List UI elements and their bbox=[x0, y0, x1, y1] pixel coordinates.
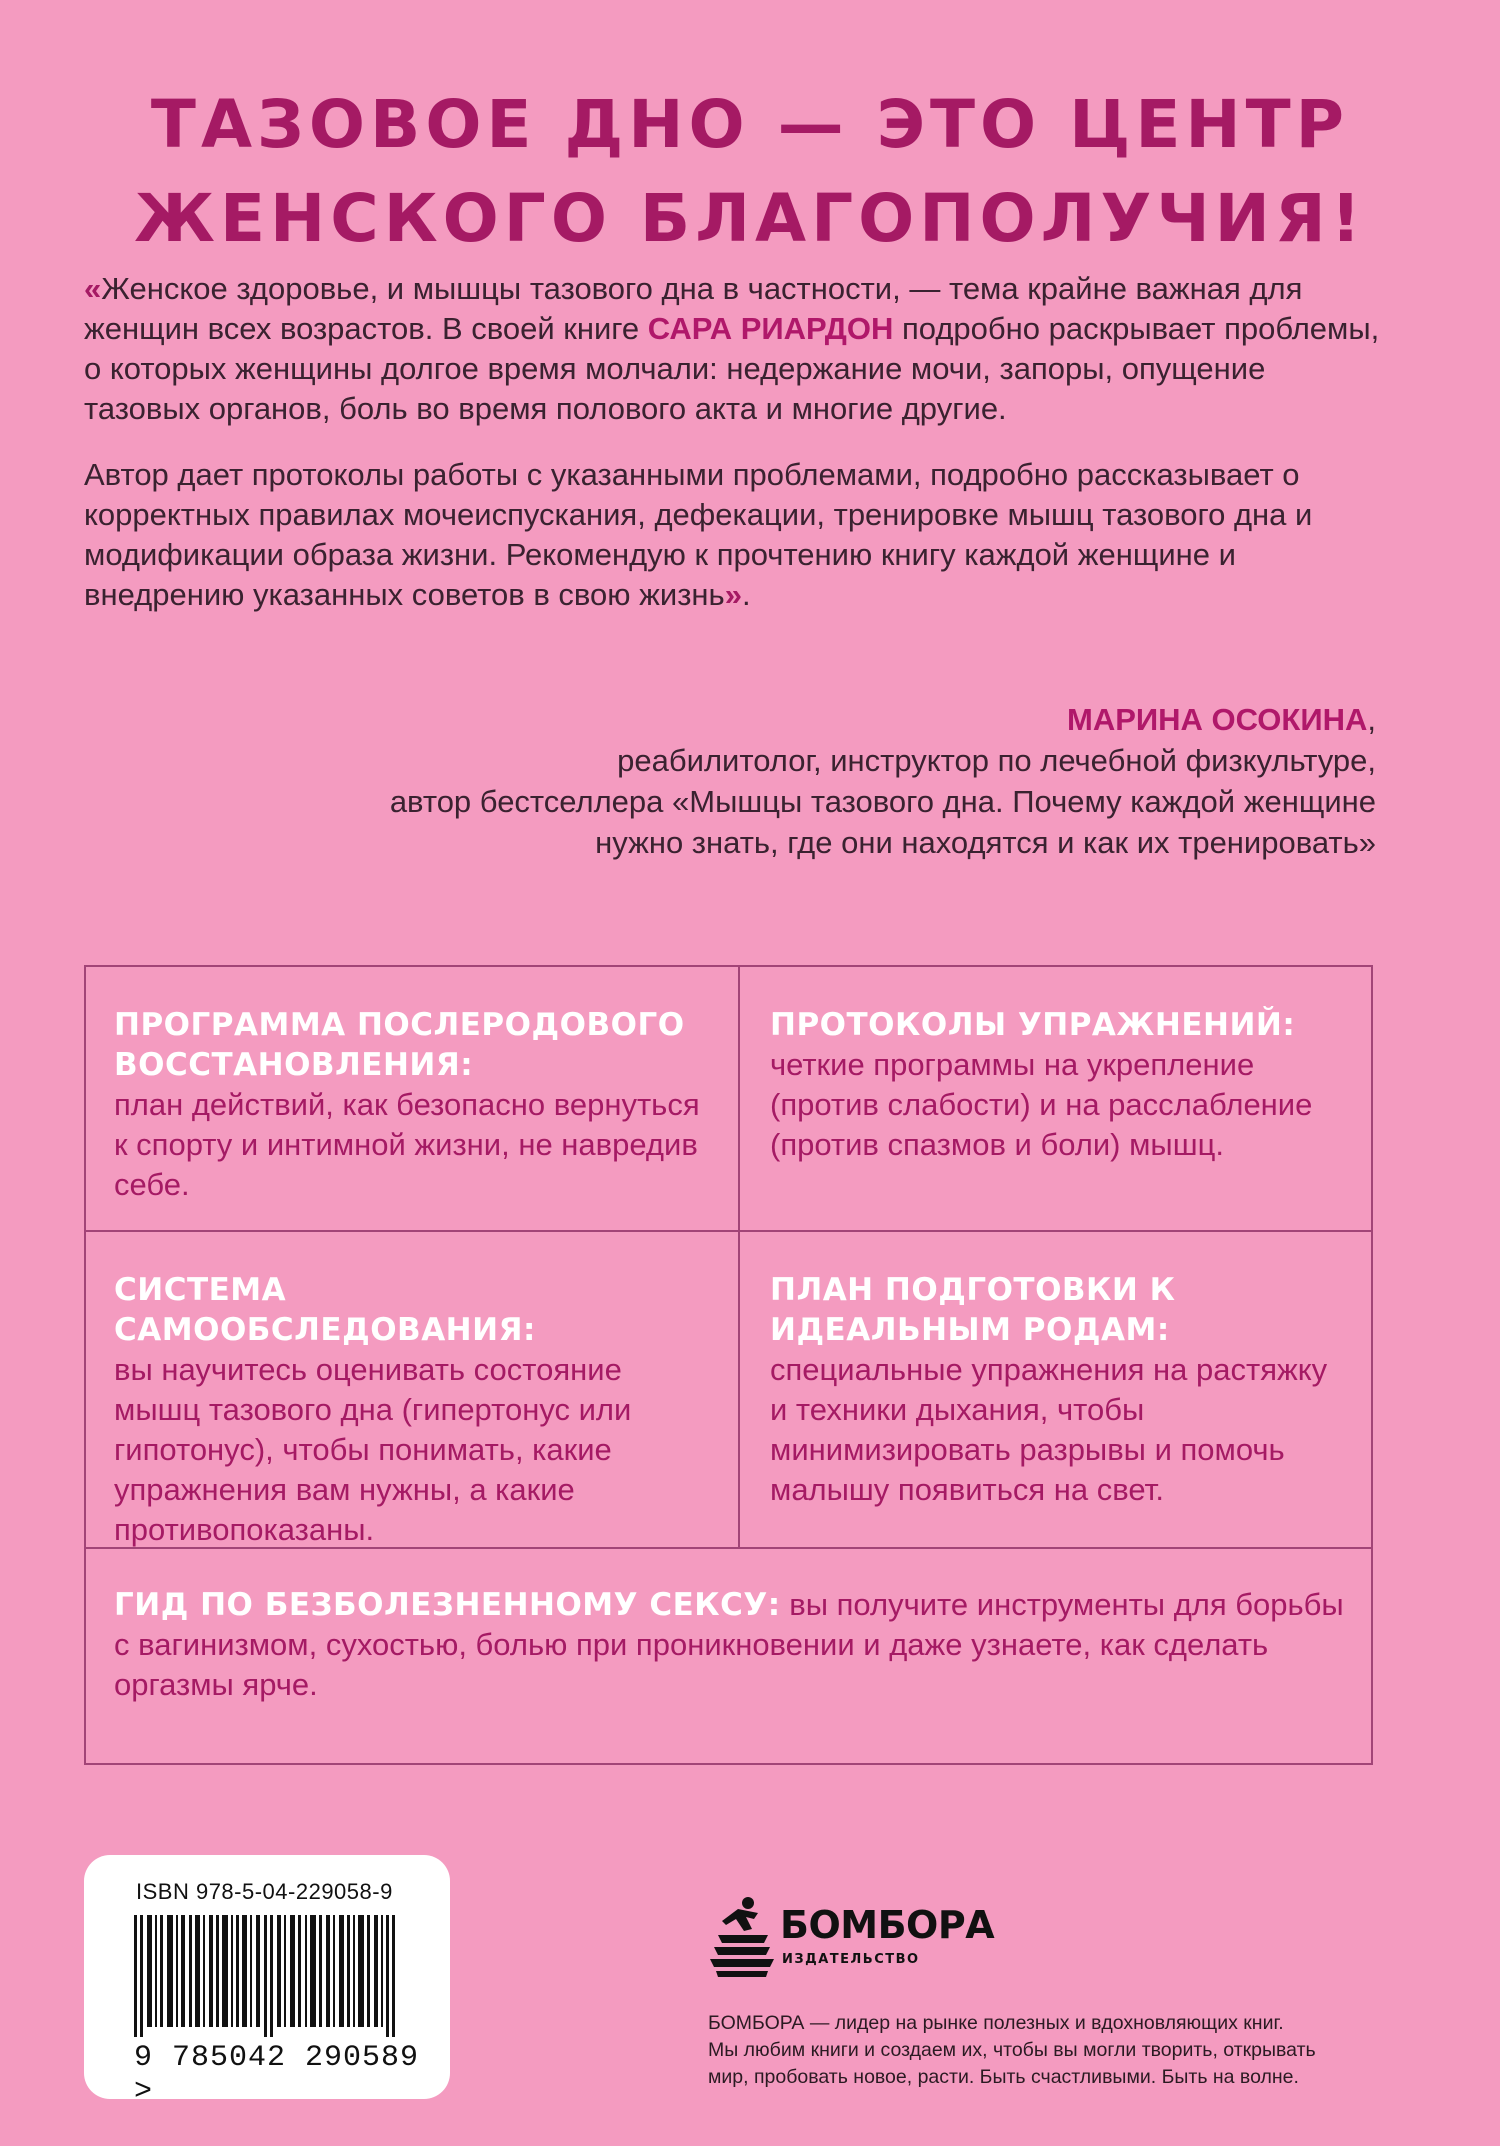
close-quote-mark: » bbox=[724, 577, 742, 612]
book-author-name: САРА РИАРДОН bbox=[647, 311, 894, 346]
feature-postpartum bbox=[86, 967, 740, 1232]
barcode-digits: 9 785042 290589 > bbox=[134, 2041, 420, 2109]
publisher-description bbox=[708, 2010, 1388, 2091]
quote-paragraph-2 bbox=[84, 455, 1384, 615]
quote-p2: Автор дает протоколы работы с указанными проблемами, подробно рассказывает о корректных правилах мочеиспускания, дефекации, тренировке мышц тазового дна и модификации образа жизни. Рекомендую к прочтению книгу каждой женщине и внедрению указанных советов в свою жизнь bbox=[84, 457, 1313, 612]
feature-birth-preparation bbox=[740, 1232, 1372, 1549]
open-quote-mark: « bbox=[84, 271, 102, 306]
reviewer-name: МАРИНА ОСОКИНА bbox=[1067, 702, 1368, 737]
feature-body: вы получите инструменты для борьбы с вагинизмом, сухостью, болью при проникновении и даже узнаете, как сделать оргазмы ярче. bbox=[114, 1587, 1344, 1702]
feature-body: план действий, как безопасно вернуться к спорту и интимной жизни, не навредив себе. bbox=[114, 1087, 700, 1202]
isbn-number: ISBN 978-5-04-229058-9 bbox=[136, 1879, 393, 1904]
feature-title: ГИД ПО БЕЗБОЛЕЗНЕННОМУ СЕКСУ: bbox=[114, 1587, 781, 1623]
headline-line-1: ТАЗОВОЕ ДНО — ЭТО ЦЕНТР bbox=[150, 86, 1350, 163]
feature-title: СИСТЕМА САМООБСЛЕДОВАНИЯ: bbox=[114, 1272, 536, 1348]
quote-paragraph-1 bbox=[84, 269, 1384, 429]
attribution-line-3: автор бестселлера «Мышцы тазового дна. Почему каждой женщине bbox=[389, 784, 1376, 819]
publisher-line-2: Мы любим книги и создаем их, чтобы вы могли творить, открывать bbox=[708, 2039, 1316, 2061]
publisher-logo-subtitle: ИЗДАТЕЛЬСТВО bbox=[782, 1952, 920, 1967]
barcode-image bbox=[134, 1915, 402, 2037]
quote-end-dot: . bbox=[741, 577, 751, 612]
quote-attribution bbox=[176, 699, 1376, 863]
bombora-mark-icon bbox=[708, 1895, 776, 1979]
attribution-comma: , bbox=[1367, 702, 1376, 737]
quote-p1-before: Женское здоровье, и мышцы тазового дна в частности, — тема крайне важная для женщин всех возрастов. В своей книге bbox=[84, 271, 1303, 346]
feature-title: ПРОГРАММА ПОСЛЕРОДОВОГО ВОССТАНОВЛЕНИЯ: bbox=[114, 1007, 685, 1083]
feature-title: ПЛАН ПОДГОТОВКИ К ИДЕАЛЬНЫМ РОДАМ: bbox=[770, 1272, 1176, 1348]
feature-body: вы научитесь оценивать состояние мышц тазового дна (гипертонус или гипотонус), чтобы понимать, какие упражнения вам нужны, а какие противопоказаны. bbox=[114, 1352, 632, 1547]
attribution-name-line bbox=[176, 699, 1376, 740]
headline-line-2: ЖЕНСКОГО БЛАГОПОЛУЧИЯ! bbox=[134, 180, 1366, 257]
publisher-logo bbox=[708, 1895, 995, 1985]
publisher-line-1: БОМБОРА — лидер на рынке полезных и вдохновляющих книг. bbox=[708, 2012, 1284, 2034]
attribution-line-4: нужно знать, где они находятся и как их тренировать» bbox=[595, 825, 1376, 860]
feature-title: ПРОТОКОЛЫ УПРАЖНЕНИЙ: bbox=[770, 1007, 1296, 1043]
publisher-logo-word: БОМБОРА bbox=[780, 1903, 995, 1947]
quote-p1-after: подробно раскрывает проблемы, о которых женщины долгое время молчали: недержание мочи, запоры, опущение тазовых органов, боль во время полового акта и многие другие. bbox=[84, 311, 1380, 426]
headline bbox=[0, 78, 1500, 266]
review-quote bbox=[84, 269, 1384, 641]
feature-painless-sex-guide bbox=[86, 1549, 1372, 1764]
feature-body: четкие программы на укрепление (против слабости) и на расслабление (против спазмов и боли) мышц. bbox=[770, 1047, 1313, 1162]
attribution-line-2: реабилитолог, инструктор по лечебной физкультуре, bbox=[617, 743, 1376, 778]
feature-self-examination bbox=[86, 1232, 740, 1549]
publisher-line-3: мир, пробовать новое, расти. Быть счастливыми. Быть на волне. bbox=[708, 2066, 1299, 2088]
feature-body: специальные упражнения на растяжку и техники дыхания, чтобы минимизировать разрывы и помочь малышу появиться на свет. bbox=[770, 1352, 1328, 1507]
feature-exercise-protocols bbox=[740, 967, 1372, 1232]
isbn-barcode-panel bbox=[84, 1855, 450, 2109]
features-grid bbox=[84, 965, 1373, 1765]
